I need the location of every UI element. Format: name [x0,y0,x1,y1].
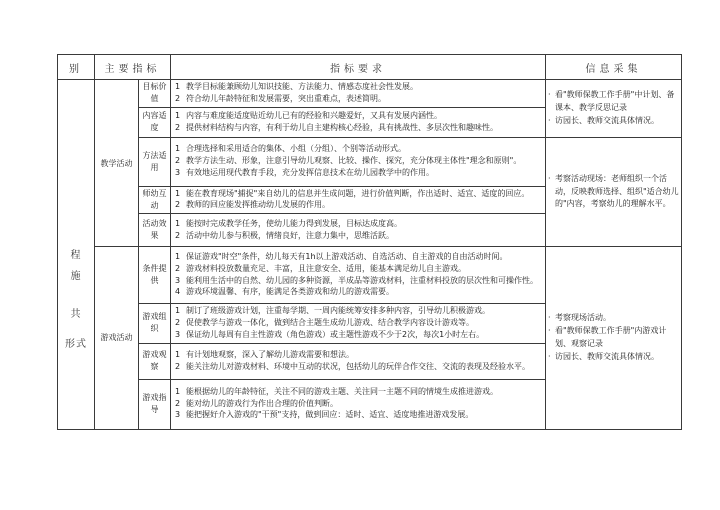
info-cell-2 [546,137,682,247]
requirement-item-number: 2 [175,230,181,240]
indicator-cell-teacher-child-interaction: 师幼互动 [139,186,171,214]
requirements-cell-method-applicability [171,137,546,186]
requirement-item-text: 能利用生活中的自然、幼儿园的多种资源，半成品等游戏材料，注重材料投放的层次性和可操作性。 [186,275,538,285]
requirement-item-number: 1 [175,306,181,316]
requirement-item-number: 1 [175,252,181,262]
requirement-item [173,410,543,421]
requirement-item [173,168,543,179]
category-cell-teaching-activities: 教学活动 [95,80,139,247]
requirement-item [173,264,543,275]
requirement-item [173,189,543,200]
requirement-item [173,231,543,242]
requirement-item-number: 3 [175,167,181,177]
requirement-item-number: 3 [175,410,181,420]
requirement-item-number: 1 [175,144,181,154]
requirement-item-text: 能把握好介入游戏的"干预"支持，做到回应：适时、适宜、适度地推进游戏发展。 [186,410,474,420]
requirements-cell-play-guidance [171,379,546,429]
requirements-cell-play-observation [171,343,546,379]
vertical-label [60,159,92,350]
vertical-label-char: 程 [70,249,82,261]
requirements-cell-teacher-child-interaction [171,186,546,214]
requirement-item [173,200,543,211]
info-cell-1 [546,80,682,138]
table-row [58,80,682,108]
requirement-item [173,387,543,398]
requirements-cell-goal-value [171,80,546,108]
header-cell-category: 别 [58,55,95,80]
info-bullet: · 访园长、教师交流具体情况。 [548,351,679,363]
requirement-item-text: 活动中幼儿参与积极，情绪良好，注意力集中，思维活跃。 [186,230,394,240]
requirement-item-text: 能在教育现场"捕捉"来自幼儿的信息并生成问题，进行价值判断，作出适时、适宜、适度的回应。 [186,188,530,198]
requirement-item-number: 2 [175,93,181,103]
requirement-item [173,219,543,230]
requirement-item [173,123,543,134]
requirement-item-text: 合理选择和采用适合的集体、小组（分组）、个别等活动形式。 [186,144,406,154]
requirement-item [173,330,543,341]
requirement-item-text: 有效地运用现代教育手段，充分发挥信息技术在幼儿园教学中的作用。 [186,167,434,177]
requirement-item-text: 能对幼儿的游戏行为作出合理的价值判断。 [186,398,338,408]
requirement-item-text: 能根据幼儿的年龄特征，关注不同的游戏主题、关注同一主题不同的情境生成推进游戏。 [186,386,498,396]
header-row [58,55,682,80]
requirement-item-text: 教学方法生动、形象，注意引导幼儿观察、比较、操作、探究，充分体现主体性"理念和原则"。 [186,156,522,166]
requirement-item-text: 保证游戏"时空"条件，幼儿每天有1h以上游戏活动、自选活动、自主游戏的自由活动时间。 [186,252,508,262]
indicator-cell-content-suitability: 内容适度 [139,107,171,137]
requirement-item-number: 4 [175,287,181,297]
requirement-item-number: 3 [175,329,181,339]
requirement-item-number: 1 [175,188,181,198]
requirement-item-text: 内容与难度能适度贴近幼儿已有的经验和兴趣爱好，又具有发展内涵性。 [186,110,442,120]
requirement-item [173,318,543,329]
header-cell-requirements: 指标要求 [171,55,546,80]
requirement-item-text: 促使教学与游戏一体化，做到结合主题生成幼儿游戏、结合教学内容设计游戏等。 [186,317,474,327]
requirement-item-number: 2 [175,361,181,371]
requirement-item [173,156,543,167]
requirement-item [173,82,543,93]
category-cell-play-activities: 游戏活动 [95,247,139,429]
requirements-cell-activity-effect [171,214,546,247]
requirement-item-number: 1 [175,349,181,359]
indicator-cell-activity-effect: 活动效果 [139,214,171,247]
indicator-cell-condition-provision: 条件提供 [139,247,171,304]
requirement-item-number: 1 [175,82,181,91]
requirement-item-number: 2 [175,317,181,327]
requirement-item-text: 有计划地观察，深入了解幼儿游戏需要和想法。 [186,349,354,359]
requirement-item-number: 2 [175,263,181,273]
indicator-cell-goal-value: 目标价值 [139,80,171,108]
requirement-item-number: 2 [175,122,181,132]
indicator-cell-play-organization: 游戏组织 [139,304,171,343]
requirement-item [173,350,543,361]
table-row [58,137,682,186]
requirement-item [173,399,543,410]
info-bullet: · 考察现场活动。 [548,312,679,324]
vertical-label-char: 共 [70,308,82,320]
header-cell-info-collection: 信息采集 [546,55,682,80]
category-side-cell [58,80,95,430]
requirements-cell-content-suitability [171,107,546,137]
evaluation-table [57,54,682,430]
indicator-cell-play-guidance: 游戏指导 [139,379,171,429]
requirement-item [173,362,543,373]
requirement-item-text: 保证幼儿每周有自主性游戏（角色游戏）或主题性游戏不少于2次，每次1小时左右。 [186,329,485,339]
requirement-item-number: 1 [175,218,181,228]
requirement-item-text: 能关注幼儿对游戏材料、环境中互动的状况，包括幼儿的玩伴合作交往、交流的表现及经验水平。 [186,361,530,371]
requirements-cell-condition-provision [171,247,546,304]
requirement-item-number: 2 [175,398,181,408]
indicator-cell-method-applicability: 方法适用 [139,137,171,186]
requirement-item-text: 游戏环境温馨、有序，能满足各类游戏和幼儿的游戏需要。 [186,287,394,297]
requirement-item-text: 提供材料结构与内容，有利于幼儿自主建构核心经验，具有挑战性、多层次性和趣味性。 [186,122,498,132]
requirement-item [173,306,543,317]
table-row [58,247,682,304]
requirement-item-number: 2 [175,200,181,210]
requirement-item-text: 教师的回应能发挥推动幼儿发展的作用。 [186,200,330,210]
indicator-cell-play-observation: 游戏观察 [139,343,171,379]
info-cell-3 [546,247,682,429]
requirement-item [173,144,543,155]
info-bullet: · 看"教师保教工作手册"中计划、备课本、教学反思记录 [548,89,679,114]
requirement-item [173,252,543,263]
requirement-item [173,111,543,122]
requirement-item [173,287,543,298]
header-cell-main-indicators: 主要指标 [95,55,171,80]
requirement-item-text: 教学目标能兼顾幼儿知识技能、方法能力、情感态度社会性发展。 [186,82,418,91]
requirement-item-number: 2 [175,156,181,166]
requirements-cell-play-organization [171,304,546,343]
requirement-item [173,276,543,287]
requirement-item [173,94,543,105]
requirement-item-text: 游戏材料投放数量充足、丰富，且注意安全、适用，能基本满足幼儿自主游戏。 [186,263,466,273]
requirement-item-number: 1 [175,110,181,120]
requirement-item-number: 1 [175,386,181,396]
info-bullet: · 访园长、教师交流具体情况。 [548,115,679,127]
info-bullet: · 考察活动现场：老师组织一个活动，反映教师选择、组织"适合幼儿的"内容，考察幼儿的理解水平。 [548,173,679,210]
vertical-label-char: 形式 [65,338,87,350]
requirement-item-number: 3 [175,275,181,285]
requirement-item-text: 制订了班级游戏计划，注重每学期、一周内能统筹安排多种内容，引导幼儿积极游戏。 [186,306,490,316]
requirement-item-text: 能按时完成教学任务，使幼儿能力得到发展，目标达成度高。 [186,218,402,228]
info-bullet: · 看"教师保教工作手册"内游戏计划、观察记录 [548,325,679,350]
vertical-label-char: 施 [70,270,82,282]
requirement-item-text: 符合幼儿年龄特征和发展需要，突出重难点，表述简明。 [186,93,386,103]
